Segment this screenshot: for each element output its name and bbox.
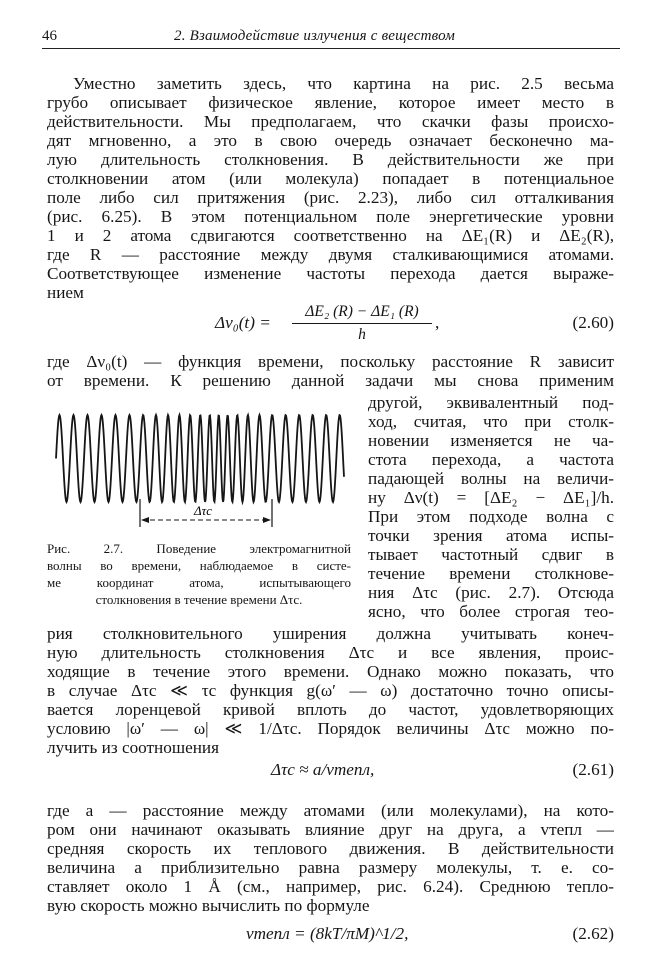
text-line: столкновении атом (или молекула) попадает в потенциальное (47, 169, 614, 188)
text-line: (рис. 6.25). В этом потенциальном поле энергетические уровни (47, 207, 614, 226)
text-line: падающей волны на величи- (368, 469, 614, 488)
page-number: 46 (42, 28, 57, 44)
text-line: ром они начинают оказывать влияние друг на друга, а vтепл — (47, 820, 614, 839)
equation-2-60-lhs: Δν₀(t) = (215, 313, 271, 332)
text-line: другой, эквивалентный под- (368, 393, 614, 412)
text-line: Уместно заметить здесь, что картина на рис. 2.5 весьма (73, 74, 614, 93)
text-line: ясно, что более строгая тео- (368, 602, 614, 621)
figure-caption-line: столкновения в течение времени Δτc. (95, 592, 303, 607)
text-line: условию |ω′ — ω| ≪ 1/Δτc. Порядок величины Δτc можно по- (47, 719, 614, 738)
interval-label: Δτc (194, 503, 213, 518)
interval-arrowhead-right (263, 517, 271, 523)
equation-2-61: Δτc ≈ a/vтепл, (271, 760, 375, 779)
running-header (42, 26, 620, 49)
equation-2-60-fraction (292, 303, 432, 344)
equation-number: (2.61) (572, 760, 614, 779)
text-line: При этом подходе волна с (368, 507, 614, 526)
text-line: ну Δν(t) = [ΔE₂ − ΔE₁]/h. (368, 488, 614, 507)
text-line: ния Δτc (рис. 2.7). Отсюда (368, 583, 614, 602)
figure-caption-line: Рис. 2.7. Поведение электромагнитной (47, 541, 351, 556)
text-line: тывает частотный сдвиг в (368, 545, 614, 564)
text-line: ную длительность столкновения Δτc и все явления, проис- (47, 643, 614, 662)
text-line: величина a приблизительно равна размеру молекулы, т. е. со- (47, 858, 614, 877)
text-line: рия столкновительного уширения должна учитывать конеч- (47, 624, 614, 643)
figure-2-7 (50, 407, 350, 532)
text-line: 1 и 2 атома сдвигаются соответственно на ΔE₁(R) и ΔE₂(R), (47, 226, 614, 245)
text-line: ставляет около 1 Å (см., например, рис. 6.24). Среднюю тепло- (47, 877, 614, 896)
text-line: лучить из соотношения (47, 738, 220, 757)
text-line: стота перехода, а частота (368, 450, 614, 469)
text-line: средняя скорость их теплового движения. В действительности (47, 839, 614, 858)
text-line: нием (47, 283, 84, 302)
interval-arrowhead-left (141, 517, 149, 523)
text-line: вается лоренцевой кривой вплоть до частот, удовлетворяющих (47, 700, 614, 719)
text-line: действительности. Мы предполагаем, что скачки фазы происхо- (47, 112, 614, 131)
text-line: ходящие в течение этого времени. Однако можно показать, что (47, 662, 614, 681)
text-line: где Δν₀(t) — функция времени, поскольку расстояние R зависит (47, 352, 614, 371)
equation-number: (2.60) (572, 313, 614, 332)
wave-curve (56, 415, 344, 502)
text-line: дят мгновенно, а это в свою очередь означает бесконечно ма- (47, 131, 614, 150)
text-line: точки зрения атома испы- (368, 526, 614, 545)
equation-2-60-denominator: h (358, 326, 366, 343)
text-line: вую скорость можно вычислить по формуле (47, 896, 370, 915)
equation-number: (2.62) (572, 924, 614, 943)
text-line: грубо описывает физическое явление, которое имеет место в (47, 93, 614, 112)
text-line: где R — расстояние между двумя сталкивающимися атомами. (47, 245, 614, 264)
text-line: ход, считая, что при столк- (368, 412, 614, 431)
text-line: Соответствующее изменение частоты перехода дается выраже- (47, 264, 614, 283)
text-line: поле либо сил притяжения (рис. 2.23), либо сил отталкивания (47, 188, 614, 207)
figure-caption-line: волны во времени, наблюдаемое в систе- (47, 558, 351, 573)
text-line: течение времени столкнове- (368, 564, 614, 583)
text-line: новении изменяется не ча- (368, 431, 614, 450)
equation-2-60-numerator: ΔE₂ (R) − ΔE₁ (R) (292, 303, 432, 324)
text-line: в случае Δτc ≪ τc функция g(ω′ — ω) достаточно точно описы- (47, 681, 614, 700)
running-title: 2. Взаимодействие излучения с веществом (174, 28, 456, 44)
equation-2-60-comma: , (435, 313, 440, 332)
equation-2-62: vтепл = (8kT/πM)^1/2, (246, 924, 409, 943)
figure-caption-line: ме координат атома, испытывающего (47, 575, 351, 590)
text-line: где a — расстояние между атомами (или молекулами), на кото- (47, 801, 614, 820)
text-line: от времени. К решению данной задачи мы снова применим (47, 371, 614, 390)
text-line: лую длительность столкновения. В действительности же при (47, 150, 614, 169)
